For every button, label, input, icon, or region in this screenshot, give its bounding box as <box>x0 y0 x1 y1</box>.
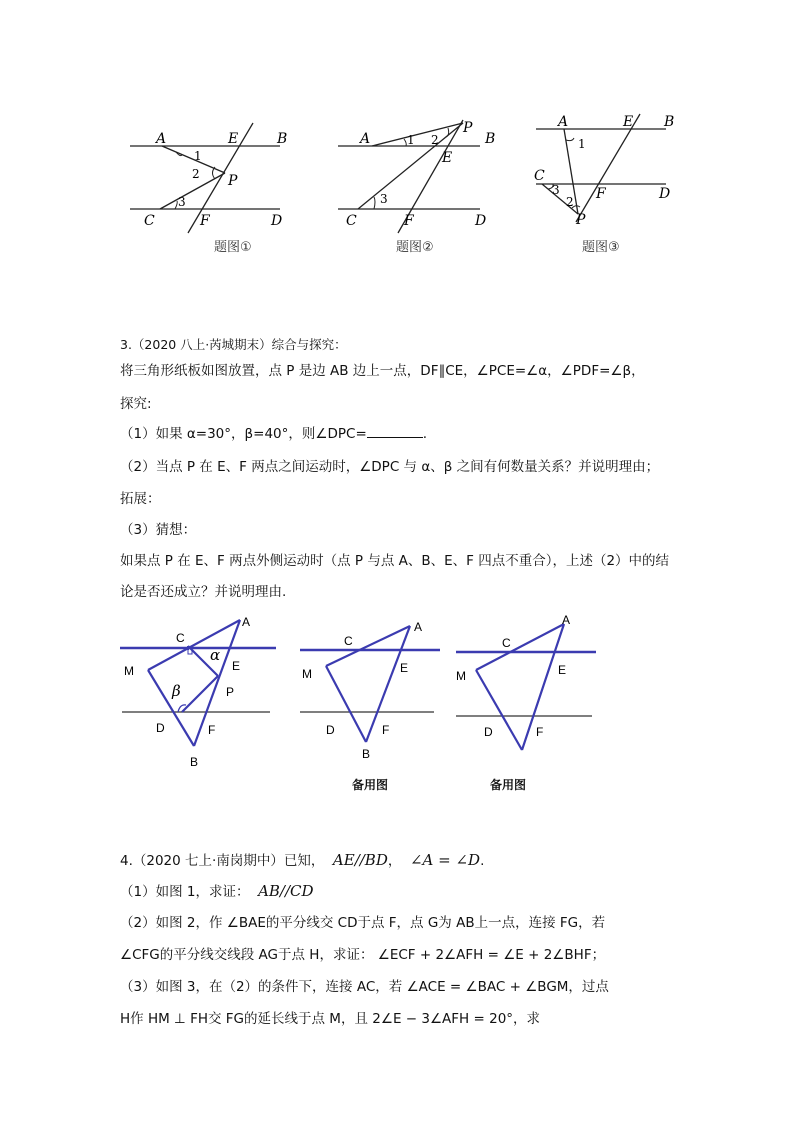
main-triangle-figure <box>118 612 278 772</box>
q1-text: （1）如果 α=30°，β=40°，则∠DPC= <box>120 426 367 442</box>
problem3-q3-line2: 论是否还成立？并说明理由. <box>120 584 287 600</box>
label-C: C <box>344 634 353 648</box>
label-M: M <box>124 664 134 678</box>
label-D: D <box>484 725 493 739</box>
label-E: E <box>558 663 567 677</box>
problem3-ext: 拓展： <box>120 491 161 507</box>
label-C: C <box>534 168 545 184</box>
label-F: F <box>200 213 210 229</box>
label-beta: β <box>172 682 181 700</box>
p4-q1-math: AB//CD <box>258 882 314 900</box>
label-A: A <box>414 620 423 634</box>
label-C: C <box>176 631 185 645</box>
label-F: F <box>208 723 216 737</box>
problem3-q1 <box>120 425 427 443</box>
figure-1-caption: 题图① <box>214 240 252 255</box>
label-D: D <box>475 213 487 229</box>
angle-1: 1 <box>194 149 202 163</box>
p4-cond1: AE//BD <box>332 851 388 869</box>
problem3-header: 3.（2020 八上·芮城期末）综合与探究： <box>120 337 347 352</box>
problem4-q1 <box>120 882 314 901</box>
figure-1 <box>120 115 300 235</box>
angle-2: 2 <box>192 167 200 181</box>
problem4-q2b: ∠CFG的平分线交线段 AG于点 H，求证： ∠ECF + 2∠AFH = ∠E + 2∠BHF； <box>120 947 606 963</box>
spare-caption-2: 备用图 <box>490 778 527 792</box>
label-E: E <box>442 150 453 166</box>
p4-end: . <box>480 853 485 869</box>
label-E: E <box>228 131 239 147</box>
label-D: D <box>156 721 165 735</box>
label-C: C <box>144 213 155 229</box>
problem3-line2: 探究: <box>120 396 152 412</box>
label-B: B <box>485 131 496 147</box>
problem3-q2: （2）当点 P 在 E、F 两点之间运动时，∠DPC 与 α、β 之间有何数量关系？并说明理由； <box>120 459 660 475</box>
spare-figure-1 <box>296 612 446 762</box>
label-E: E <box>232 659 241 673</box>
p4-q1-text: （1）如图 1，求证： <box>120 884 250 900</box>
spare-figure-2 <box>452 612 602 762</box>
angle-3: 3 <box>552 183 560 197</box>
figure-3-caption: 题图③ <box>582 240 620 255</box>
label-P: P <box>226 685 235 699</box>
label-P: P <box>576 212 586 228</box>
label-F: F <box>404 213 414 229</box>
problem4-q3b: H作 HM ⊥ FH交 FG的延长线于点 M，且 2∠E − 3∠AFH = 20°，求 <box>120 1011 541 1027</box>
p4-cond2: ∠A = ∠D <box>409 851 481 869</box>
angle-2: 2 <box>566 195 574 209</box>
q1-end: . <box>422 426 428 442</box>
label-D: D <box>659 186 671 202</box>
label-B: B <box>277 131 288 147</box>
label-F: F <box>536 725 544 739</box>
problem4-q3a: （3）如图 3，在（2）的条件下，连接 AC，若 ∠ACE = ∠BAC + ∠BGM，过点 <box>120 979 609 995</box>
label-P: P <box>463 120 473 136</box>
label-B: B <box>190 755 199 769</box>
figure-2 <box>330 115 510 235</box>
problem3-q3: （3）猜想： <box>120 522 197 538</box>
label-M: M <box>302 667 312 681</box>
problem3-line1: 将三角形纸板如图放置，点 P 是边 AB 边上一点，DF∥CE，∠PCE=∠α，∠PDF=∠β， <box>120 363 645 379</box>
problem4-q2a: （2）如图 2，作 ∠BAE的平分线交 CD于点 F，点 G为 AB上一点，连接 FG，若 <box>120 915 606 931</box>
label-A: A <box>360 131 371 147</box>
label-D: D <box>271 213 283 229</box>
label-D: D <box>326 723 335 737</box>
angle-2: 2 <box>431 133 439 147</box>
label-A: A <box>242 615 251 629</box>
label-B: B <box>362 747 371 761</box>
p4-sep: ， <box>387 853 402 869</box>
label-alpha: α <box>210 646 221 664</box>
label-C: C <box>502 636 511 650</box>
label-E: E <box>400 661 409 675</box>
problem3-q3-line1: 如果点 P 在 E、F 两点外侧运动时（点 P 与点 A、B、E、F 四点不重合），上述（2）中的结 <box>120 553 670 569</box>
label-A: A <box>562 613 571 627</box>
label-A: A <box>156 131 167 147</box>
angle-3: 3 <box>380 192 388 206</box>
p4-source: 4.（2020 七上·南岗期中）已知， <box>120 853 325 869</box>
label-F: F <box>382 723 390 737</box>
answer-blank[interactable] <box>367 425 423 438</box>
figure-3 <box>528 110 678 230</box>
figure-2-caption: 题图② <box>396 240 434 255</box>
angle-1: 1 <box>578 137 586 151</box>
label-C: C <box>346 213 357 229</box>
label-A: A <box>558 114 569 130</box>
label-M: M <box>456 669 466 683</box>
angle-1: 1 <box>407 133 415 147</box>
spare-caption-1: 备用图 <box>352 778 389 792</box>
label-F: F <box>596 186 606 202</box>
angle-3: 3 <box>178 195 186 209</box>
label-P: P <box>228 173 238 189</box>
label-E: E <box>623 114 634 130</box>
label-B: B <box>664 114 675 130</box>
problem4-header <box>120 851 484 870</box>
